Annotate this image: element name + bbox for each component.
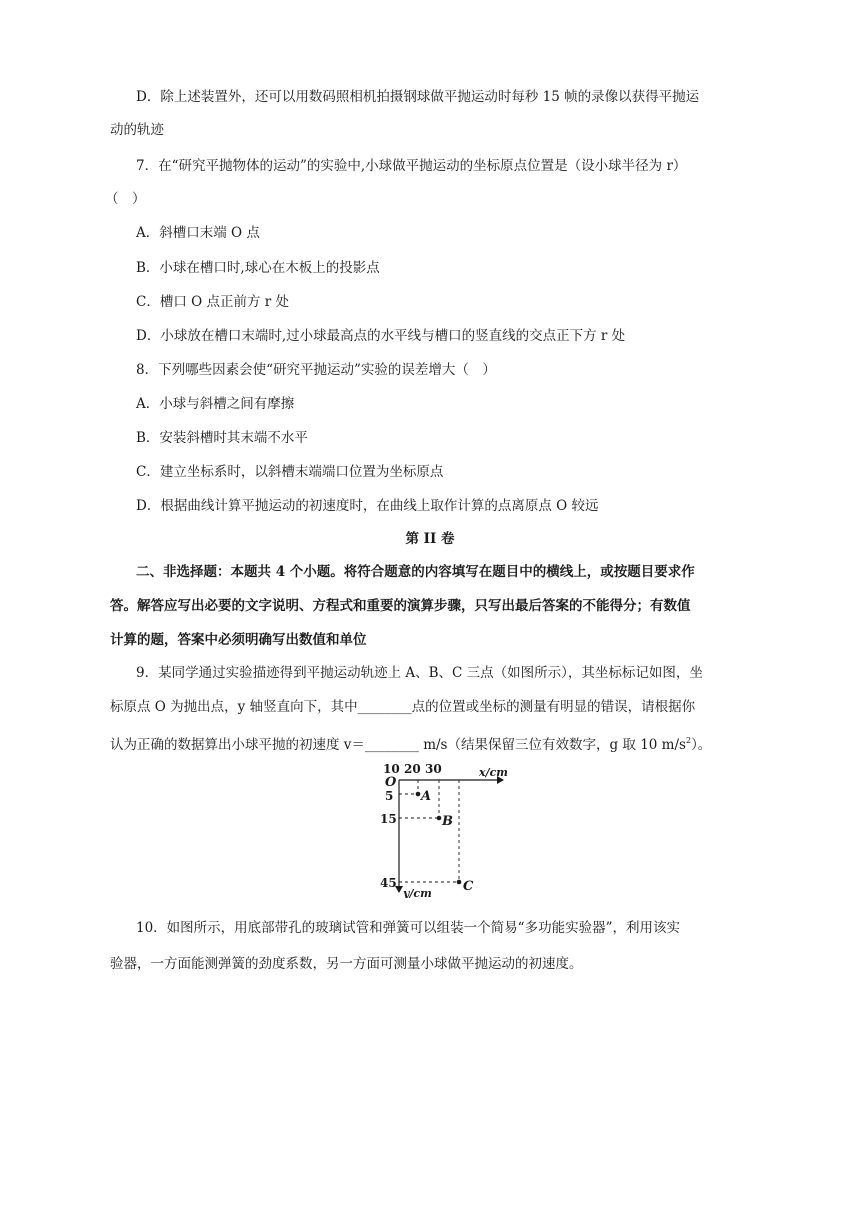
question-10-line1: 10．如图所示，用底部带孔的玻璃试管和弹簧可以组装一个简易“多功能实验器”，利用该实 <box>136 920 680 936</box>
question-7-option-b: B．小球在槽口时,球心在木板上的投影点 <box>136 260 380 276</box>
x-tick-20: 20 <box>404 762 421 776</box>
point-a-label: A <box>421 789 432 804</box>
question-8-stem: 8．下列哪些因素会使“研究平抛运动”实验的误差增大（ ） <box>136 362 496 378</box>
x-tick-10: 10 <box>383 762 400 776</box>
point-b <box>437 816 442 821</box>
section-title: 第 II 卷 <box>405 531 455 547</box>
question-7-option-a: A．斜槽口末端 O 点 <box>136 225 260 241</box>
question-7-option-d: D．小球放在槽口末端时,过小球最高点的水平线与槽口的竖直线的交点正下方 r 处 <box>136 328 626 344</box>
option-7d-prev-line1: D．除上述装置外，还可以用数码照相机拍摄钢球做平抛运动时每秒 15 帧的录像以获得平抛运 <box>136 89 700 105</box>
section-instructions-line3: 计算的题，答案中必须明确写出数值和单位 <box>110 632 367 648</box>
section-instructions-line1: 二、非选择题：本题共 4 个小题。将符合题意的内容填写在题目中的横线上，或按题目要求作 <box>136 564 695 580</box>
question-9-line3-end: ）。 <box>691 737 712 753</box>
question-8-option-d: D．根据曲线计算平抛运动的初速度时，在曲线上取作计算的点离原点 O 较远 <box>136 498 599 514</box>
unit-superscript: 2 <box>685 736 692 745</box>
option-7d-prev-line2: 动的轨迹 <box>110 122 164 138</box>
x-tick-30: 30 <box>425 762 442 776</box>
question-10-line2: 验器，一方面能测弹簧的劲度系数，另一方面可测量小球做平抛运动的初速度。 <box>110 956 583 972</box>
y-axis-label: y/cm <box>403 887 432 898</box>
y-tick-15: 15 <box>380 812 397 826</box>
origin-label: O <box>385 775 397 790</box>
question-7-stem-line2: （ ） <box>105 191 146 207</box>
point-b-label: B <box>442 814 453 829</box>
question-9-line3 <box>110 732 711 754</box>
point-a <box>416 792 421 797</box>
coordinate-figure <box>355 758 515 898</box>
question-9-line3-text: 认为正确的数据算出小球平抛的初速度 v＝________ m/s（结果保留三位有效数字，g 取 10 m/s <box>110 737 686 753</box>
y-tick-5: 5 <box>385 789 394 803</box>
y-tick-45: 45 <box>380 876 397 890</box>
question-8-option-a: A．小球与斜槽之间有摩擦 <box>136 396 295 412</box>
coordinate-figure-svg <box>355 758 515 898</box>
section-instructions-line2: 答。解答应写出必要的文字说明、方程式和重要的演算步骤，只写出最后答案的不能得分；有数值 <box>110 598 691 614</box>
question-8-option-c: C．建立坐标系时，以斜槽末端端口位置为坐标原点 <box>136 464 444 480</box>
question-7-option-c: C．槽口 O 点正前方 r 处 <box>136 294 290 310</box>
question-9-line2: 标原点 O 为抛出点，y 轴竖直向下，其中________点的位置或坐标的测量有明显的错误，请根据你 <box>110 699 696 715</box>
point-c <box>457 880 462 885</box>
question-7-stem-line1: 7．在“研究平抛物体的运动”的实验中,小球做平抛运动的坐标原点位置是（设小球半径为 r） <box>136 158 687 174</box>
question-8-option-b: B．安装斜槽时其末端不水平 <box>136 430 308 446</box>
question-9-line1: 9．某同学通过实验描迹得到平抛运动轨迹上 A、B、C 三点（如图所示），其坐标标记如图，坐 <box>136 665 703 681</box>
point-c-label: C <box>463 879 474 894</box>
x-axis-label: x/cm <box>479 766 508 779</box>
